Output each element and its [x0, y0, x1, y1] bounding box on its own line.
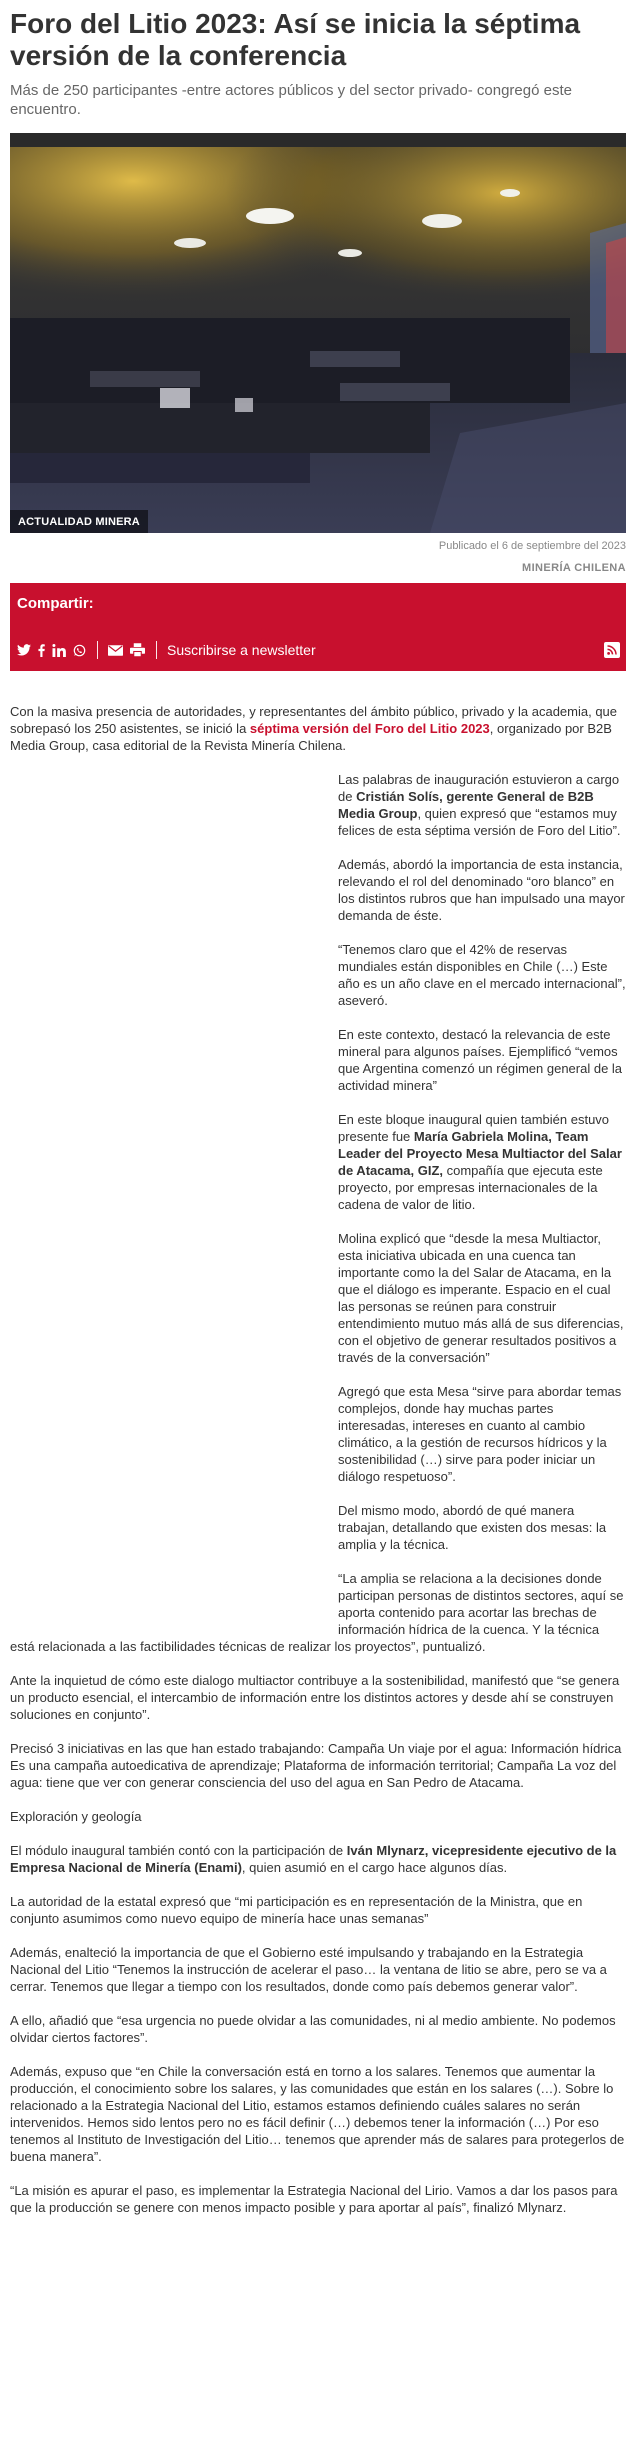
paragraph: Molina explicó que “desde la mesa Multiactor, esta iniciativa ubicada en una cuenca tan importante como la del Salar de Atacama, en la que el diálogo es imperante. Espacio en el cual las personas se reúnen para construir entendimiento mutuo más allá de sus diferencias, con el objetivo de generar resultados positivos a través de la conversación” [338, 1231, 624, 1365]
article-meta [10, 539, 626, 575]
paragraph: “La amplia se relaciona a la decisiones donde participan personas de distintos sectores, aquí se aporta contenido para acortar las brechas de información hídrica de la cuenca. Y la técnica está relacionada a las factibilidades técnicas de realizar los proyectos”, puntualizó. [10, 1571, 624, 1654]
lead-text-end: , organizado por B2B Media Group, casa editorial de la Revista Minería Chilena. [10, 721, 612, 753]
article-body [10, 703, 626, 2216]
lead-text: Con la masiva presencia de autoridades, y representantes del ámbito público, privado y la academia, que sobrepasó los 250 asistentes, se inició la [10, 704, 618, 736]
section-heading: Exploración y geología [10, 1809, 142, 1824]
share-title: Compartir: [17, 595, 94, 612]
text: , quien expresó que “estamos muy felices de esta séptima versión de Foro del Litio”. [338, 806, 621, 838]
paragraph: Además, abordó la importancia de esta instancia, relevando el rol del denominado “oro blanco” en los distintos rubros que han impulsado una mayor demanda de éste. [338, 857, 625, 923]
text: , quien asumió en el cargo hace algunos días. [241, 1860, 508, 1875]
paragraph: La autoridad de la estatal expresó que “mi participación es en representación de la Ministra, que en conjunto asumimos como nuevo equipo de minería hace unas semanas” [10, 1894, 583, 1926]
share-separator [156, 641, 157, 659]
text: El módulo inaugural también contó con la participación de [10, 1843, 347, 1858]
paragraph: “La misión es apurar el paso, es implementar la Estrategia Nacional del Lirio. Vamos a dar los pasos para que la producción se genere con menos impacto posible y para aportar al país”, finalizó Mlynarz. [10, 2183, 618, 2215]
conference-room-photo [10, 133, 626, 533]
paragraph: Precisó 3 iniciativas en las que han estado trabajando: Campaña Un viaje por el agua: Información hídrica Es una campaña autoedicativa de aprendizaje; Plataforma de información territorial; Campaña La voz del agua: tiene que ver con generar consciencia del uso del agua en San Pedro de Atacama. [10, 1741, 622, 1790]
speaker-name: Cristián Solís, gerente General de B2B Media Group [338, 789, 594, 821]
article-source: MINERÍA CHILENA [522, 562, 626, 574]
email-icon[interactable] [108, 641, 123, 659]
paragraph: En este contexto, destacó la relevancia de este mineral para algunos países. Ejemplificó “vemos que Argentina comenzó un régimen general de la actividad minera” [338, 1027, 623, 1093]
paragraph: Agregó que esta Mesa “sirve para abordar temas complejos, donde hay muchas partes interesadas, intereses en cuanto al cambio climático, a la gestión de recursos hídricos y la sostenibilidad (…) sirve para poder iniciar un diálogo respetuoso”. [338, 1384, 622, 1484]
hero-image [10, 133, 626, 533]
speaker-name: Iván Mlynarz, vicepresidente ejecutivo de la Empresa Nacional de Minería (Enami) [10, 1843, 617, 1875]
linkedin-icon[interactable] [52, 641, 66, 659]
paragraph [10, 1842, 626, 1876]
whatsapp-icon[interactable] [73, 641, 86, 659]
paragraph: “Tenemos claro que el 42% de reservas mundiales están disponibles en Chile (…) Este año es un año clave en el mercado internacional”, aseveró. [338, 942, 626, 1008]
share-separator [97, 641, 98, 659]
twitter-icon[interactable] [17, 641, 31, 659]
paragraph: A ello, añadió que “esa urgencia no puede olvidar a las comunidades, ni al medio ambiente. No podemos olvidar ciertos factores”. [10, 2013, 616, 2045]
publish-date: Publicado el 6 de septiembre del 2023 [438, 540, 626, 552]
lead-paragraph [10, 703, 626, 754]
image-caption: ACTUALIDAD MINERA [10, 510, 148, 533]
paragraph: Además, expuso que “en Chile la conversación está en torno a los salares. Tenemos que aumentar la producción, el conocimiento sobre los salares, y las comunidades que están en los salares (…). Sobre lo relacionado a la Estrategia Nacional del Litio, estamos estamos definiendo cuáles salares no serán intervenidos. Hemos sido lentos pero no es fácil definir (…) debemos tener la información (…) Por eso tenemos al Instituto de Investigación del Litio… tenemos que aprender más de salares para protegerlos de buena manera”. [10, 2064, 625, 2164]
print-icon[interactable] [130, 641, 145, 659]
share-box [10, 583, 626, 671]
rss-icon[interactable] [604, 642, 620, 658]
text: compañía que ejecuta este proyecto, por empresas internacionales de la cadena de valor de litio. [338, 1163, 603, 1212]
article-title: Foro del Litio 2023: Así se inicia la séptima versión de la conferencia [10, 8, 581, 71]
share-bar [17, 640, 620, 660]
embedded-media-space [10, 771, 328, 1631]
newsletter-link[interactable]: Suscribirse a newsletter [167, 642, 316, 658]
paragraph: Además, enalteció la importancia de que el Gobierno esté impulsando y trabajando en la Estrategia Nacional del Litio “Tenemos la instrucción de acelerar el paso… la ventana de litio se abre, pero se va a cerrar. Tenemos que llegar a tiempo con los resultados, donde como país debemos generar valor”. [10, 1945, 607, 1994]
text: En este bloque inaugural quien también estuvo presente fue [338, 1112, 610, 1144]
article-subtitle: Más de 250 participantes -entre actores públicos y del sector privado- congregó este encuentro. [10, 82, 572, 118]
paragraph: Ante la inquietud de cómo este dialogo multiactor contribuye a la sostenibilidad, manifestó que “se genera un producto esencial, el intercambio de información entre los distintos actores y desde ahí se construyen soluciones en conjunto”. [10, 1673, 620, 1722]
text: Las palabras de inauguración estuvieron a cargo de [338, 772, 620, 804]
facebook-icon[interactable] [38, 641, 45, 659]
foro-link[interactable]: séptima versión del Foro del Litio 2023 [249, 721, 490, 736]
paragraph: Del mismo modo, abordó de qué manera trabajan, detallando que existen dos mesas: la amplia y la técnica. [338, 1503, 607, 1552]
speaker-name: María Gabriela Molina, Team Leader del Proyecto Mesa Multiactor del Salar de Atacama, GIZ, [338, 1129, 622, 1178]
